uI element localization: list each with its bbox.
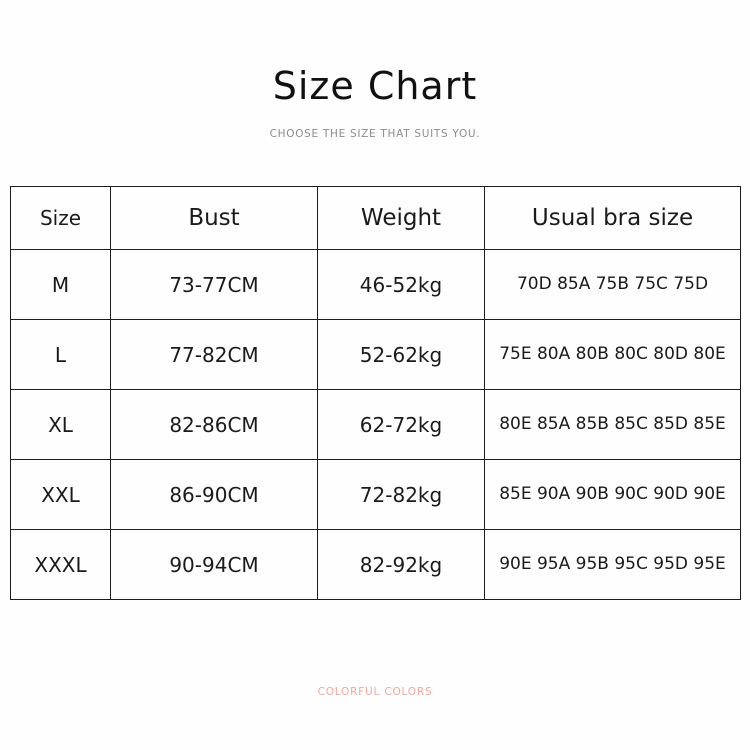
cell-bra: 90E 95A 95B 95C 95D 95E — [485, 530, 741, 600]
page-subtitle: CHOOSE THE SIZE THAT SUITS YOU. — [269, 127, 481, 140]
cell-bra: 85E 90A 90B 90C 90D 90E — [485, 460, 741, 530]
size-chart-table-wrapper — [10, 186, 740, 600]
table-row — [11, 320, 741, 390]
cell-weight: 82-92kg — [318, 530, 485, 600]
table-body — [11, 250, 741, 600]
cell-size: XXL — [11, 460, 111, 530]
table-row — [11, 390, 741, 460]
cell-bust: 90-94CM — [111, 530, 318, 600]
cell-weight: 46-52kg — [318, 250, 485, 320]
cell-bust: 82-86CM — [111, 390, 318, 460]
cell-bust: 86-90CM — [111, 460, 318, 530]
table-row — [11, 460, 741, 530]
cell-bra: 80E 85A 85B 85C 85D 85E — [485, 390, 741, 460]
cell-size: XXXL — [11, 530, 111, 600]
table-row — [11, 530, 741, 600]
table-header — [11, 187, 741, 250]
page-title: Size Chart — [272, 64, 478, 108]
cell-size: M — [11, 250, 111, 320]
table-row — [11, 250, 741, 320]
column-header-bra: Usual bra size — [485, 187, 741, 250]
cell-bra: 70D 85A 75B 75C 75D — [485, 250, 741, 320]
size-chart-table — [10, 186, 741, 600]
cell-weight: 62-72kg — [318, 390, 485, 460]
cell-bust: 77-82CM — [111, 320, 318, 390]
cell-bust: 73-77CM — [111, 250, 318, 320]
cell-size: L — [11, 320, 111, 390]
cell-bra: 75E 80A 80B 80C 80D 80E — [485, 320, 741, 390]
column-header-bust: Bust — [111, 187, 318, 250]
cell-weight: 52-62kg — [318, 320, 485, 390]
cell-weight: 72-82kg — [318, 460, 485, 530]
table-header-row — [11, 187, 741, 250]
footer-note: COLORFUL COLORS — [317, 686, 433, 698]
column-header-weight: Weight — [318, 187, 485, 250]
cell-size: XL — [11, 390, 111, 460]
column-header-size: Size — [11, 187, 111, 250]
